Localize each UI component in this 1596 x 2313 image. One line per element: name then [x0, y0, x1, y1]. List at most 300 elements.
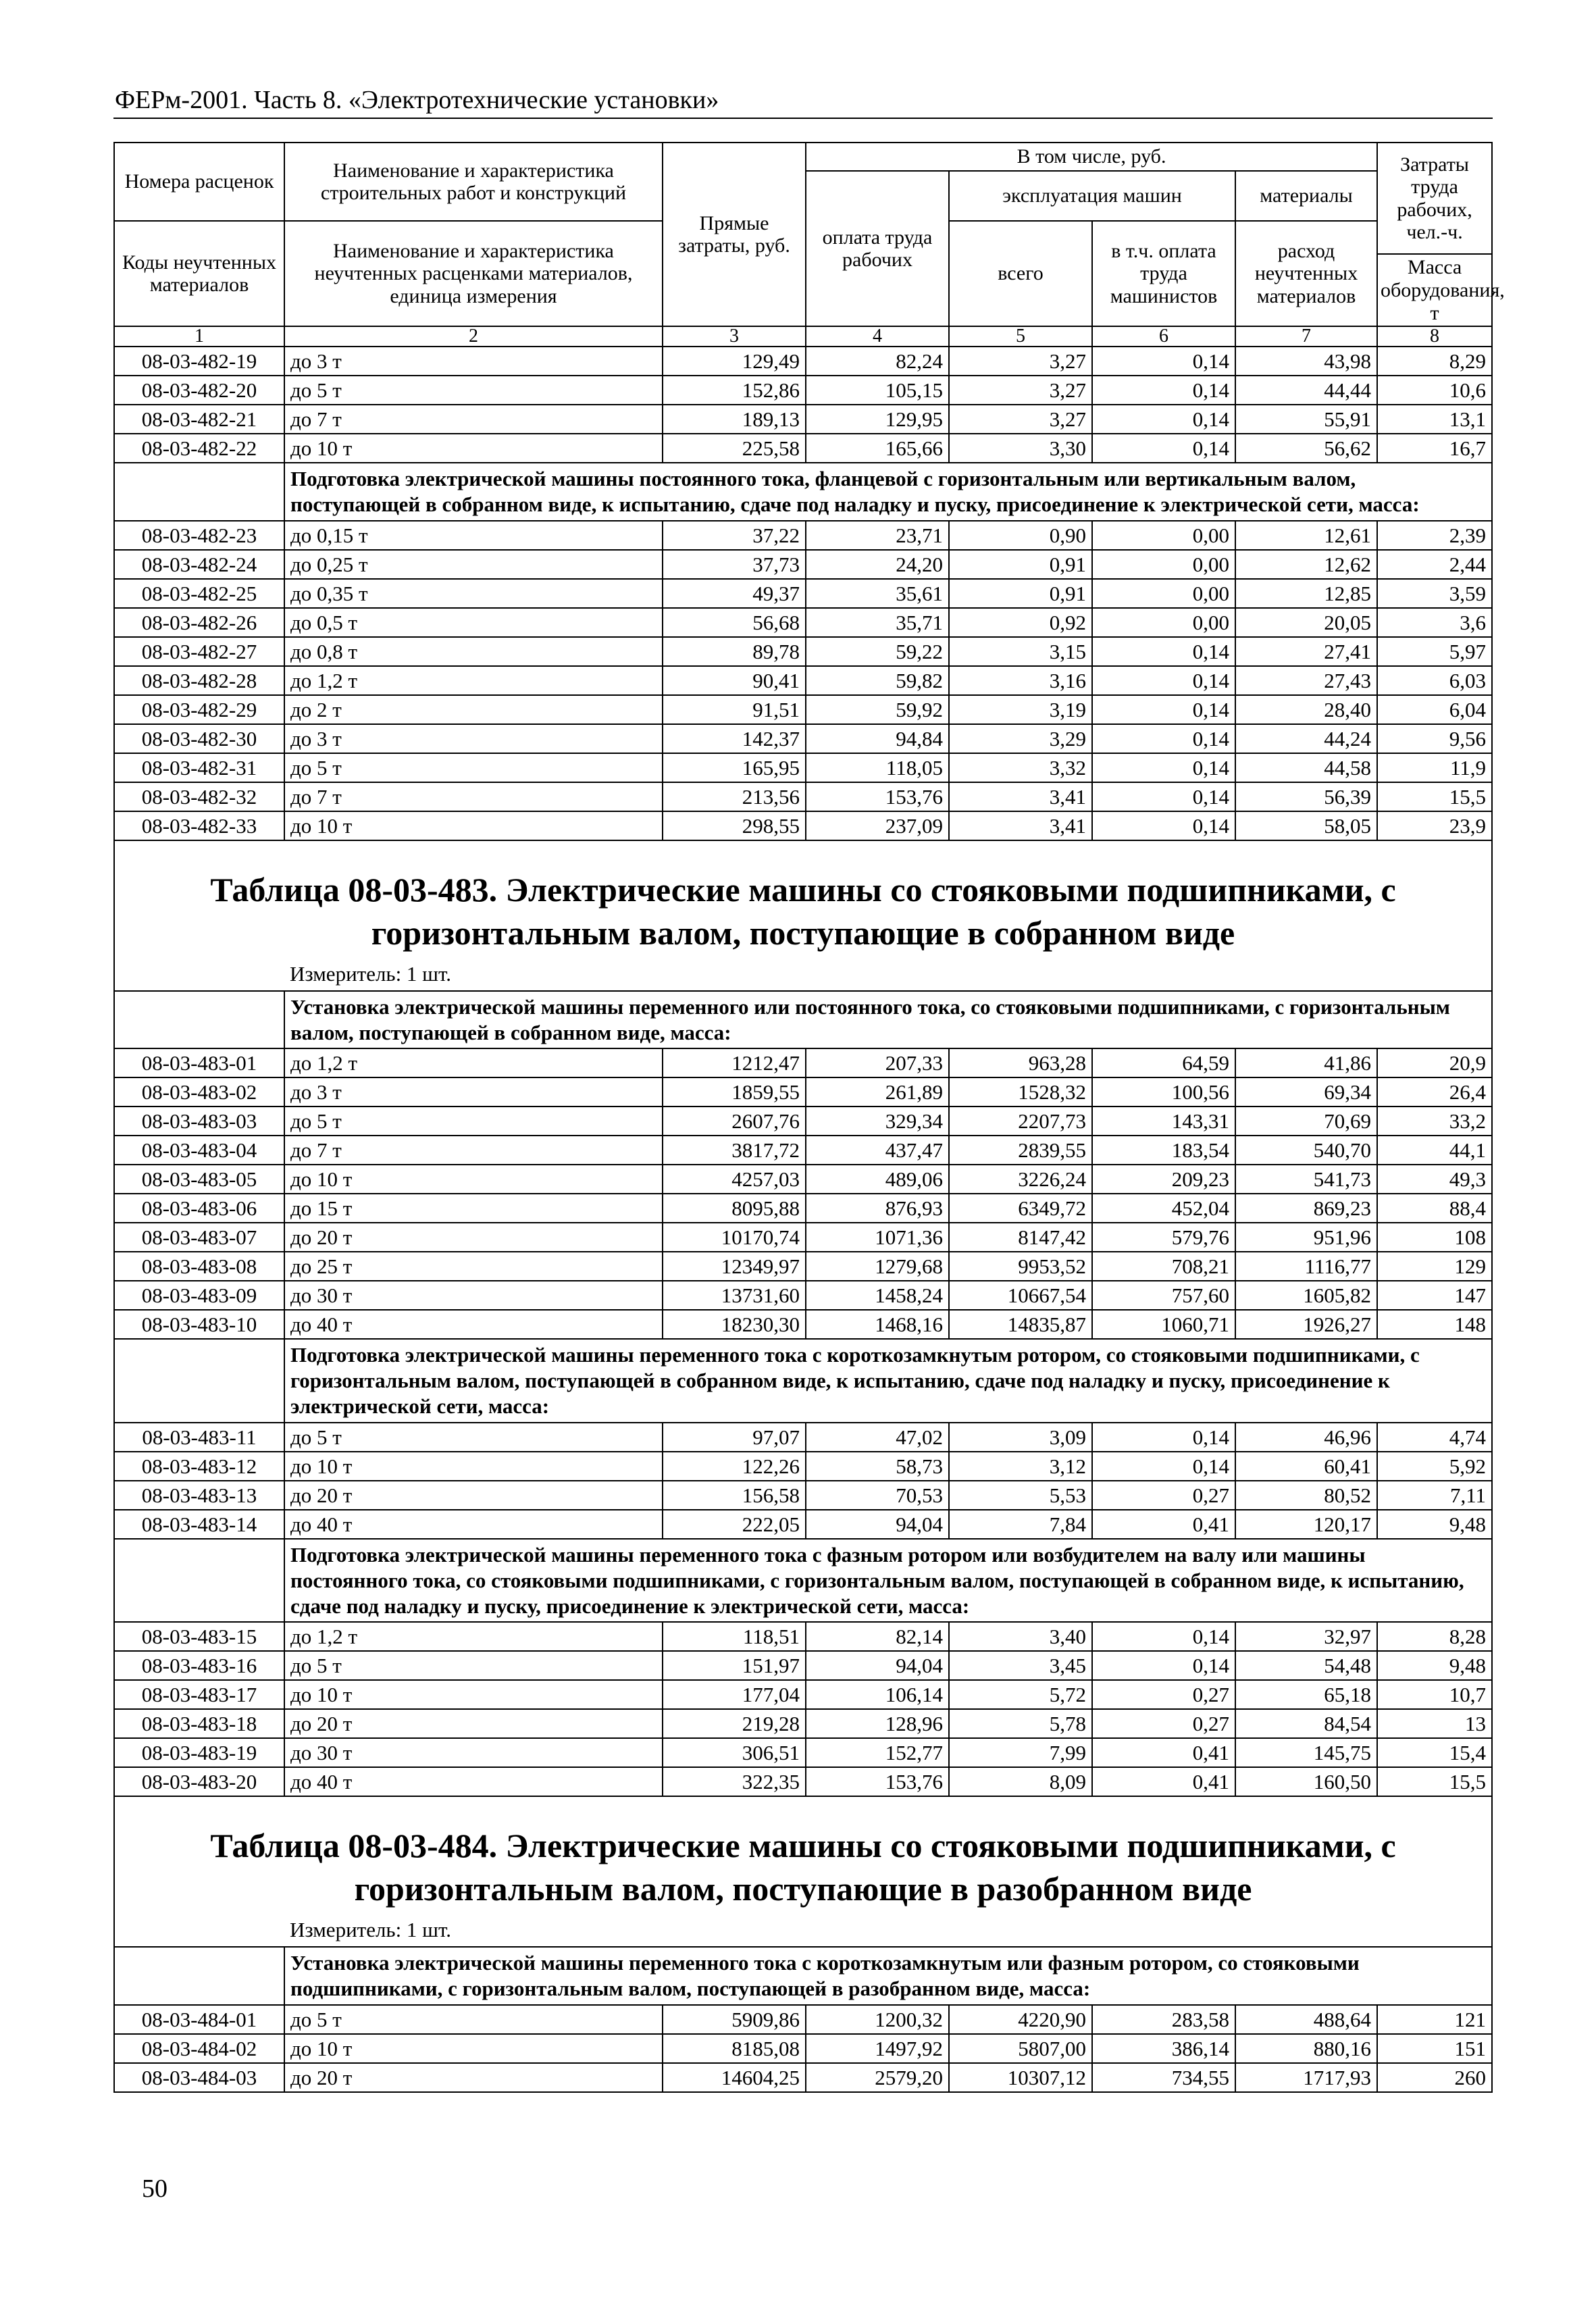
value-cell: 2207,73	[949, 1107, 1092, 1136]
mass-range: до 2 т	[284, 695, 663, 724]
value-cell: 1926,27	[1235, 1310, 1377, 1339]
value-cell: 1200,32	[806, 2005, 949, 2034]
value-cell: 59,82	[806, 666, 949, 695]
value-cell: 80,52	[1235, 1481, 1377, 1510]
value-cell: 708,21	[1092, 1252, 1235, 1281]
rate-code: 08-03-483-07	[114, 1223, 284, 1252]
value-cell: 0,14	[1092, 753, 1235, 782]
value-cell: 94,04	[806, 1651, 949, 1680]
value-cell: 20,05	[1235, 608, 1377, 637]
header-in-total: В том числе, руб.	[806, 143, 1377, 171]
value-cell: 1060,71	[1092, 1310, 1235, 1339]
value-cell: 0,90	[949, 521, 1092, 550]
value-cell: 44,24	[1235, 724, 1377, 753]
value-cell: 0,14	[1092, 347, 1235, 376]
column-number: 1	[114, 326, 284, 347]
rate-code: 08-03-482-19	[114, 347, 284, 376]
table-row	[114, 1651, 1492, 1680]
column-number: 6	[1092, 326, 1235, 347]
table-row	[114, 550, 1492, 579]
table-row	[114, 1223, 1492, 1252]
rate-code: 08-03-483-14	[114, 1510, 284, 1539]
value-cell: 100,56	[1092, 1077, 1235, 1107]
mass-range: до 30 т	[284, 1738, 663, 1767]
rate-code: 08-03-483-01	[114, 1048, 284, 1077]
table-title: Таблица 08-03-484. Электрические машины со стояковыми подшипниками, с	[210, 1827, 1396, 1865]
mass-range: до 10 т	[284, 811, 663, 840]
value-cell: 3,09	[949, 1423, 1092, 1452]
rate-code: 08-03-483-15	[114, 1622, 284, 1651]
value-cell: 108	[1377, 1223, 1492, 1252]
value-cell: 1528,32	[949, 1077, 1092, 1107]
value-cell: 70,53	[806, 1481, 949, 1510]
value-cell: 437,47	[806, 1136, 949, 1165]
value-cell: 5,92	[1377, 1452, 1492, 1481]
table-row	[114, 1452, 1492, 1481]
mass-range: до 40 т	[284, 1310, 663, 1339]
value-cell: 20,9	[1377, 1048, 1492, 1077]
value-cell: 0,27	[1092, 1680, 1235, 1709]
rate-code: 08-03-483-02	[114, 1077, 284, 1107]
table-subtitle: горизонтальным валом, поступающие в разобранном виде	[354, 1870, 1252, 1908]
rate-code: 08-03-482-29	[114, 695, 284, 724]
mass-range: до 0,15 т	[284, 521, 663, 550]
value-cell: 10307,12	[949, 2063, 1092, 2092]
value-cell: 540,70	[1235, 1136, 1377, 1165]
rate-code: 08-03-483-17	[114, 1680, 284, 1709]
value-cell: 12,62	[1235, 550, 1377, 579]
mass-range: до 10 т	[284, 1680, 663, 1709]
value-cell: 579,76	[1092, 1223, 1235, 1252]
value-cell: 44,58	[1235, 753, 1377, 782]
value-cell: 118,05	[806, 753, 949, 782]
value-cell: 3,41	[949, 782, 1092, 811]
mass-range: до 5 т	[284, 1107, 663, 1136]
rate-code: 08-03-482-24	[114, 550, 284, 579]
table-row	[114, 1107, 1492, 1136]
value-cell: 0,41	[1092, 1767, 1235, 1796]
value-cell: 55,91	[1235, 405, 1377, 434]
value-cell: 15,4	[1377, 1738, 1492, 1767]
value-cell: 129,49	[663, 347, 806, 376]
header-material-codes: Коды неучтенных материалов	[114, 221, 284, 326]
value-cell: 56,62	[1235, 434, 1377, 463]
value-cell: 541,73	[1235, 1165, 1377, 1194]
value-cell: 89,78	[663, 637, 806, 666]
value-cell: 0,14	[1092, 811, 1235, 840]
value-cell: 3,16	[949, 666, 1092, 695]
table-row	[114, 811, 1492, 840]
rate-code: 08-03-482-31	[114, 753, 284, 782]
mass-range: до 7 т	[284, 1136, 663, 1165]
value-cell: 5807,00	[949, 2034, 1092, 2063]
value-cell: 177,04	[663, 1680, 806, 1709]
rate-code: 08-03-482-28	[114, 666, 284, 695]
value-cell: 0,14	[1092, 666, 1235, 695]
value-cell: 35,71	[806, 608, 949, 637]
value-cell: 3,30	[949, 434, 1092, 463]
value-cell: 84,54	[1235, 1709, 1377, 1738]
value-cell: 3,19	[949, 695, 1092, 724]
value-cell: 145,75	[1235, 1738, 1377, 1767]
value-cell: 129,95	[806, 405, 949, 434]
table-row	[114, 753, 1492, 782]
value-cell: 3,27	[949, 347, 1092, 376]
value-cell: 3,32	[949, 753, 1092, 782]
rate-code: 08-03-484-02	[114, 2034, 284, 2063]
value-cell: 8185,08	[663, 2034, 806, 2063]
header-rule	[113, 118, 1493, 119]
value-cell: 7,84	[949, 1510, 1092, 1539]
table-subtitle: горизонтальным валом, поступающие в собранном виде	[371, 913, 1235, 952]
value-cell: 4,74	[1377, 1423, 1492, 1452]
rate-code: 08-03-483-12	[114, 1452, 284, 1481]
mass-range: до 0,8 т	[284, 637, 663, 666]
value-cell: 44,1	[1377, 1136, 1492, 1165]
mass-range: до 1,2 т	[284, 1622, 663, 1651]
value-cell: 56,39	[1235, 782, 1377, 811]
value-cell: 12,61	[1235, 521, 1377, 550]
value-cell: 0,00	[1092, 521, 1235, 550]
value-cell: 1212,47	[663, 1048, 806, 1077]
value-cell: 1605,82	[1235, 1281, 1377, 1310]
value-cell: 14604,25	[663, 2063, 806, 2092]
value-cell: 8147,42	[949, 1223, 1092, 1252]
value-cell: 10170,74	[663, 1223, 806, 1252]
table-row	[114, 724, 1492, 753]
mass-range: до 0,5 т	[284, 608, 663, 637]
header-labor-pay: оплата труда рабочих	[806, 171, 949, 326]
value-cell: 189,13	[663, 405, 806, 434]
mass-range: до 5 т	[284, 2005, 663, 2034]
value-cell: 5,53	[949, 1481, 1092, 1510]
mass-range: до 0,35 т	[284, 579, 663, 608]
table-row	[114, 1680, 1492, 1709]
value-cell: 13731,60	[663, 1281, 806, 1310]
rate-code: 08-03-484-03	[114, 2063, 284, 2092]
value-cell: 165,66	[806, 434, 949, 463]
mass-range: до 10 т	[284, 1165, 663, 1194]
table-row	[114, 2063, 1492, 2092]
rate-code: 08-03-482-30	[114, 724, 284, 753]
table-row	[114, 434, 1492, 463]
value-cell: 1458,24	[806, 1281, 949, 1310]
value-cell: 5,72	[949, 1680, 1092, 1709]
rate-code: 08-03-482-21	[114, 405, 284, 434]
value-cell: 12,85	[1235, 579, 1377, 608]
value-cell: 97,07	[663, 1423, 806, 1452]
rate-code: 08-03-482-23	[114, 521, 284, 550]
value-cell: 1717,93	[1235, 2063, 1377, 2092]
value-cell: 106,14	[806, 1680, 949, 1709]
value-cell: 306,51	[663, 1738, 806, 1767]
value-cell: 23,71	[806, 521, 949, 550]
value-cell: 0,00	[1092, 579, 1235, 608]
rate-code: 08-03-482-20	[114, 376, 284, 405]
value-cell: 3,27	[949, 405, 1092, 434]
value-cell: 298,55	[663, 811, 806, 840]
value-cell: 2,39	[1377, 521, 1492, 550]
value-cell: 9953,52	[949, 1252, 1092, 1281]
value-cell: 963,28	[949, 1048, 1092, 1077]
table-row	[114, 1310, 1492, 1339]
value-cell: 0,27	[1092, 1481, 1235, 1510]
value-cell: 35,61	[806, 579, 949, 608]
header-equipment-mass: Масса оборудования, т	[1377, 254, 1492, 326]
rate-code: 08-03-483-03	[114, 1107, 284, 1136]
table-row	[114, 1048, 1492, 1077]
page-number: 50	[142, 2175, 168, 2203]
value-cell: 1468,16	[806, 1310, 949, 1339]
value-cell: 237,09	[806, 811, 949, 840]
rate-code: 08-03-483-04	[114, 1136, 284, 1165]
table-row	[114, 1252, 1492, 1281]
section-description: Подготовка электрической машины переменного тока с короткозамкнутым ротором, со стояковыми подшипниками, с горизонтальным валом, поступающей в собранном виде, к испытанию, сдаче под наладку и пуску, присоединение к электрической сети, масса:	[284, 1339, 1492, 1422]
table-row	[114, 1423, 1492, 1452]
value-cell: 0,14	[1092, 637, 1235, 666]
value-cell: 14835,87	[949, 1310, 1092, 1339]
value-cell: 757,60	[1092, 1281, 1235, 1310]
value-cell: 0,14	[1092, 1423, 1235, 1452]
mass-range: до 20 т	[284, 2063, 663, 2092]
header-materials: материалы	[1235, 171, 1377, 221]
value-cell: 0,14	[1092, 1651, 1235, 1680]
column-number: 8	[1377, 326, 1492, 347]
table-row	[114, 2005, 1492, 2034]
value-cell: 94,84	[806, 724, 949, 753]
value-cell: 9,48	[1377, 1651, 1492, 1680]
rate-code: 08-03-483-18	[114, 1709, 284, 1738]
mass-range: до 30 т	[284, 1281, 663, 1310]
value-cell: 1116,77	[1235, 1252, 1377, 1281]
value-cell: 59,92	[806, 695, 949, 724]
value-cell: 33,2	[1377, 1107, 1492, 1136]
rate-code: 08-03-482-27	[114, 637, 284, 666]
value-cell: 0,41	[1092, 1738, 1235, 1767]
value-cell: 1279,68	[806, 1252, 949, 1281]
table-row	[114, 1738, 1492, 1767]
header-machine-labor: в т.ч. оплата труда машинистов	[1092, 221, 1235, 326]
table-row	[114, 608, 1492, 637]
value-cell: 2839,55	[949, 1136, 1092, 1165]
rate-code: 08-03-482-33	[114, 811, 284, 840]
value-cell: 213,56	[663, 782, 806, 811]
value-cell: 6,03	[1377, 666, 1492, 695]
rate-code: 08-03-483-05	[114, 1165, 284, 1194]
table-row	[114, 1136, 1492, 1165]
value-cell: 16,7	[1377, 434, 1492, 463]
value-cell: 28,40	[1235, 695, 1377, 724]
mass-range: до 40 т	[284, 1767, 663, 1796]
table-row	[114, 782, 1492, 811]
value-cell: 9,56	[1377, 724, 1492, 753]
table-row	[114, 1767, 1492, 1796]
value-cell: 41,86	[1235, 1048, 1377, 1077]
value-cell: 3,41	[949, 811, 1092, 840]
value-cell: 156,58	[663, 1481, 806, 1510]
rate-code: 08-03-483-20	[114, 1767, 284, 1796]
value-cell: 10,6	[1377, 376, 1492, 405]
mass-range: до 3 т	[284, 1077, 663, 1107]
value-cell: 143,31	[1092, 1107, 1235, 1136]
value-cell: 2607,76	[663, 1107, 806, 1136]
value-cell: 70,69	[1235, 1107, 1377, 1136]
header-labor-cost: Затраты труда рабочих, чел.-ч.	[1377, 143, 1492, 254]
value-cell: 15,5	[1377, 782, 1492, 811]
mass-range: до 10 т	[284, 1452, 663, 1481]
value-cell: 15,5	[1377, 1767, 1492, 1796]
rate-code: 08-03-482-32	[114, 782, 284, 811]
value-cell: 880,16	[1235, 2034, 1377, 2063]
value-cell: 0,91	[949, 579, 1092, 608]
value-cell: 489,06	[806, 1165, 949, 1194]
mass-range: до 7 т	[284, 782, 663, 811]
value-cell: 69,34	[1235, 1077, 1377, 1107]
value-cell: 147	[1377, 1281, 1492, 1310]
mass-range: до 0,25 т	[284, 550, 663, 579]
value-cell: 1071,36	[806, 1223, 949, 1252]
rate-code: 08-03-483-09	[114, 1281, 284, 1310]
value-cell: 54,48	[1235, 1651, 1377, 1680]
value-cell: 8,28	[1377, 1622, 1492, 1651]
table-row	[114, 1709, 1492, 1738]
value-cell: 121	[1377, 2005, 1492, 2034]
value-cell: 3,29	[949, 724, 1092, 753]
table-row	[114, 1481, 1492, 1510]
value-cell: 128,96	[806, 1709, 949, 1738]
value-cell: 3,27	[949, 376, 1092, 405]
mass-range: до 3 т	[284, 724, 663, 753]
value-cell: 261,89	[806, 1077, 949, 1107]
header-work-description: Наименование и характеристика строительных работ и конструкций	[284, 143, 663, 221]
value-cell: 58,73	[806, 1452, 949, 1481]
running-header: ФЕРм-2001. Часть 8. «Электротехнические установки»	[115, 86, 719, 114]
value-cell: 18230,30	[663, 1310, 806, 1339]
rate-code: 08-03-483-10	[114, 1310, 284, 1339]
table-row	[114, 579, 1492, 608]
value-cell: 59,22	[806, 637, 949, 666]
value-cell: 3,6	[1377, 608, 1492, 637]
table-row	[114, 1165, 1492, 1194]
table-row	[114, 695, 1492, 724]
rate-code: 08-03-483-16	[114, 1651, 284, 1680]
mass-range: до 40 т	[284, 1510, 663, 1539]
value-cell: 11,9	[1377, 753, 1492, 782]
value-cell: 0,14	[1092, 434, 1235, 463]
value-cell: 183,54	[1092, 1136, 1235, 1165]
table-row	[114, 666, 1492, 695]
value-cell: 148	[1377, 1310, 1492, 1339]
value-cell: 4257,03	[663, 1165, 806, 1194]
value-cell: 322,35	[663, 1767, 806, 1796]
rate-code: 08-03-483-13	[114, 1481, 284, 1510]
column-number: 3	[663, 326, 806, 347]
value-cell: 0,91	[949, 550, 1092, 579]
value-cell: 7,99	[949, 1738, 1092, 1767]
value-cell: 0,14	[1092, 724, 1235, 753]
value-cell: 37,73	[663, 550, 806, 579]
value-cell: 8,29	[1377, 347, 1492, 376]
table-row	[114, 1622, 1492, 1651]
column-number: 7	[1235, 326, 1377, 347]
value-cell: 219,28	[663, 1709, 806, 1738]
value-cell: 4220,90	[949, 2005, 1092, 2034]
value-cell: 151	[1377, 2034, 1492, 2063]
value-cell: 32,97	[1235, 1622, 1377, 1651]
rate-code: 08-03-483-11	[114, 1423, 284, 1452]
value-cell: 56,68	[663, 608, 806, 637]
value-cell: 951,96	[1235, 1223, 1377, 1252]
value-cell: 876,93	[806, 1194, 949, 1223]
value-cell: 1859,55	[663, 1077, 806, 1107]
value-cell: 120,17	[1235, 1510, 1377, 1539]
mass-range: до 20 т	[284, 1223, 663, 1252]
value-cell: 283,58	[1092, 2005, 1235, 2034]
rate-code: 08-03-483-19	[114, 1738, 284, 1767]
mass-range: до 10 т	[284, 2034, 663, 2063]
rate-code: 08-03-482-25	[114, 579, 284, 608]
mass-range: до 5 т	[284, 753, 663, 782]
value-cell: 65,18	[1235, 1680, 1377, 1709]
value-cell: 225,58	[663, 434, 806, 463]
value-cell: 5,78	[949, 1709, 1092, 1738]
value-cell: 142,37	[663, 724, 806, 753]
value-cell: 82,24	[806, 347, 949, 376]
value-cell: 3,15	[949, 637, 1092, 666]
mass-range: до 10 т	[284, 434, 663, 463]
value-cell: 0,14	[1092, 376, 1235, 405]
value-cell: 24,20	[806, 550, 949, 579]
header-machine-total: всего	[949, 221, 1092, 326]
value-cell: 3817,72	[663, 1136, 806, 1165]
value-cell: 6,04	[1377, 695, 1492, 724]
value-cell: 2,44	[1377, 550, 1492, 579]
section-description: Установка электрической машины переменного или постоянного тока, со стояковыми подшипниками, с горизонтальным валом, поступающей в собранном виде, масса:	[284, 991, 1492, 1049]
value-cell: 58,05	[1235, 811, 1377, 840]
value-cell: 64,59	[1092, 1048, 1235, 1077]
value-cell: 452,04	[1092, 1194, 1235, 1223]
value-cell: 3,45	[949, 1651, 1092, 1680]
mass-range: до 5 т	[284, 1651, 663, 1680]
header-machine-operation: эксплуатация машин	[949, 171, 1235, 221]
mass-range: до 1,2 т	[284, 1048, 663, 1077]
value-cell: 60,41	[1235, 1452, 1377, 1481]
value-cell: 129	[1377, 1252, 1492, 1281]
mass-range: до 25 т	[284, 1252, 663, 1281]
table-row	[114, 405, 1492, 434]
value-cell: 9,48	[1377, 1510, 1492, 1539]
section-description: Установка электрической машины переменного тока с короткозамкнутым или фазным ротором, со стояковыми подшипниками, с горизонтальным валом, поступающей в разобранном виде, масса:	[284, 1947, 1492, 2005]
value-cell: 23,9	[1377, 811, 1492, 840]
value-cell: 0,14	[1092, 782, 1235, 811]
value-cell: 209,23	[1092, 1165, 1235, 1194]
header-rate-numbers: Номера расценок	[114, 143, 284, 221]
mass-range: до 15 т	[284, 1194, 663, 1223]
meter-unit: Измеритель: 1 шт.	[284, 1913, 1492, 1947]
value-cell: 49,37	[663, 579, 806, 608]
value-cell: 122,26	[663, 1452, 806, 1481]
mass-range: до 20 т	[284, 1709, 663, 1738]
value-cell: 27,41	[1235, 637, 1377, 666]
value-cell: 329,34	[806, 1107, 949, 1136]
table-row	[114, 1077, 1492, 1107]
table-row	[114, 2034, 1492, 2063]
value-cell: 386,14	[1092, 2034, 1235, 2063]
mass-range: до 5 т	[284, 1423, 663, 1452]
value-cell: 27,43	[1235, 666, 1377, 695]
value-cell: 153,76	[806, 782, 949, 811]
mass-range: до 1,2 т	[284, 666, 663, 695]
